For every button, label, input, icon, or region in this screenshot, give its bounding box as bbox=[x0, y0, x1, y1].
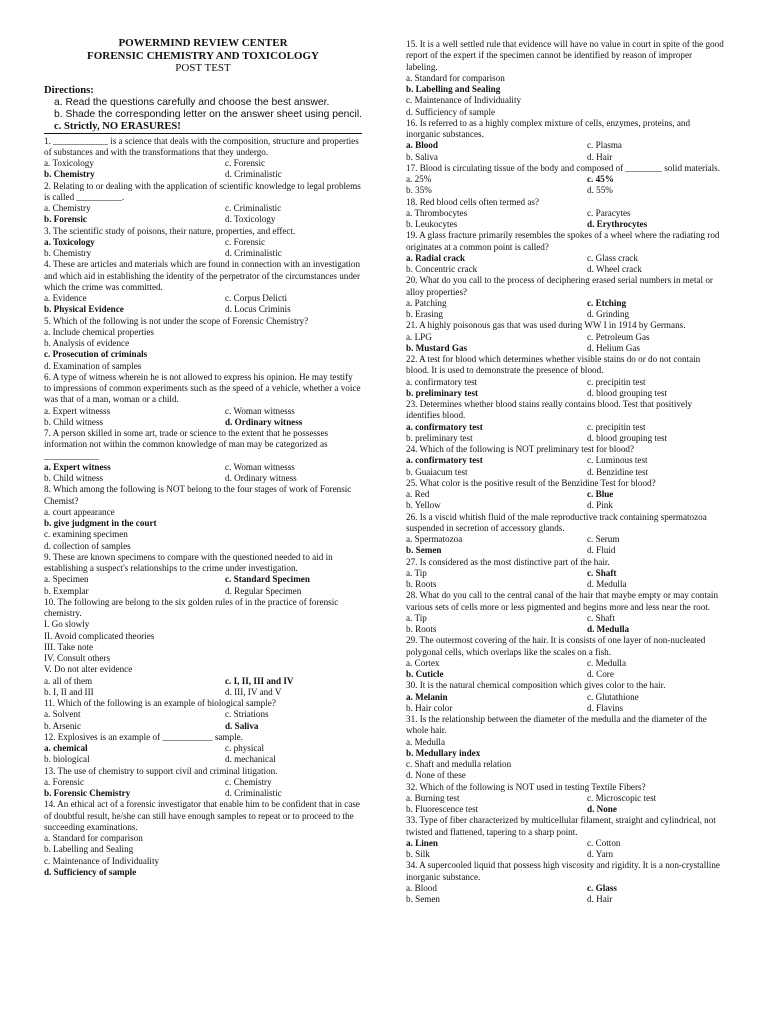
answer-choice-row bbox=[406, 624, 724, 635]
answer-choice: a. Blood bbox=[406, 140, 438, 151]
answer-choice: c. Glass crack bbox=[587, 252, 638, 263]
answer-choice: d. mechanical bbox=[225, 754, 276, 765]
answer-choice: a. Forensic bbox=[44, 776, 85, 787]
question-text: 4. These are articles and materials which are found in connection with an investigation and which aid in establishing the identity of the perpetrator of the circumstances under which the crime was committed. bbox=[44, 259, 361, 292]
answer-choice: a. LPG bbox=[406, 331, 432, 342]
question-text: 1. ____________ is a science that deals with the composition, structure and properties of substances and with the transformations that they undergo. bbox=[44, 135, 359, 157]
answer-choice: c. Microscopic test bbox=[587, 792, 657, 803]
answer-choice: b. Silk bbox=[406, 849, 430, 859]
answer-choice-row bbox=[44, 304, 362, 315]
answer-choice: d. Helium Gas bbox=[587, 342, 640, 353]
answer-choice-row bbox=[44, 203, 362, 214]
question-text: 23. Determines whether blood stains really contains blood. Test that positively identifies blood. bbox=[406, 399, 693, 421]
answer-choice: b. Hair color bbox=[406, 702, 453, 713]
answer-choice: d. blood grouping test bbox=[587, 432, 668, 443]
answer-choice-row bbox=[406, 455, 724, 466]
answer-choice-row bbox=[406, 208, 724, 219]
answer-choice: d. Ordinary witness bbox=[225, 473, 297, 483]
answer-choice: a. Linen bbox=[406, 837, 438, 848]
question-text: 10. The following are belong to the six golden rules of in the practice of forensic chemistry. bbox=[44, 596, 339, 618]
answer-choice: b. Labelling and Sealing bbox=[406, 84, 501, 94]
answer-choice: b. Analysis of evidence bbox=[44, 338, 130, 348]
answer-choice-row bbox=[406, 467, 724, 478]
answer-choice: c. Prosecution of criminals bbox=[44, 349, 148, 360]
answer-choice: c. Forensic bbox=[225, 236, 266, 247]
answer-choice: II. Avoid complicated theories bbox=[44, 630, 155, 641]
answer-choice: a. Patching bbox=[406, 297, 447, 308]
answer-choice: c. 45% bbox=[587, 174, 614, 184]
question-text: 33. Type of fiber characterized by multicellular filament, straight and cylindrical, not twisted and flattened, tapering to a sharp point. bbox=[406, 815, 716, 837]
answer-choice-row bbox=[406, 174, 724, 185]
answer-choice: d. Ordinary witness bbox=[225, 416, 303, 427]
answer-choice-row bbox=[44, 754, 362, 765]
answer-choice-row bbox=[44, 158, 362, 169]
answer-choice: d. Medulla bbox=[587, 579, 627, 589]
answer-choice: c. precipitin test bbox=[587, 421, 646, 432]
answer-choice: a. Red bbox=[406, 489, 430, 499]
answer-choice: a. Solvent bbox=[44, 709, 81, 720]
answer-choice: III. Take note bbox=[44, 641, 94, 652]
answer-choice: b. Roots bbox=[406, 579, 437, 589]
test-title: POST TEST bbox=[175, 62, 231, 74]
answer-choice: d. Hair bbox=[587, 894, 613, 904]
answer-choice: a. all of them bbox=[44, 675, 93, 686]
answer-choice-row bbox=[44, 743, 362, 754]
question-text: 9. These are known specimens to compare with the questioned needed to aid in establishing a suspect's relationships to the crime under investigation. bbox=[44, 551, 333, 573]
answer-choice: d. Sufficiency of sample bbox=[44, 866, 137, 877]
answer-choice: d. None of these bbox=[406, 770, 466, 781]
answer-choice: a. confirmatory test bbox=[406, 376, 478, 387]
answer-choice: a. 25% bbox=[406, 174, 432, 184]
answer-choice: c. Medulla bbox=[587, 657, 627, 668]
answer-choice-row bbox=[406, 849, 724, 860]
subject-title: FORENSIC CHEMISTRY AND TOXICOLOGY bbox=[87, 49, 319, 62]
answer-choice-row bbox=[44, 248, 362, 259]
answer-choice: b. give judgment in the court bbox=[44, 518, 157, 528]
answer-choice: I. Go slowly bbox=[44, 619, 90, 630]
answer-choice: c. Serum bbox=[587, 534, 620, 544]
answer-choice-row bbox=[406, 298, 724, 309]
question-text: 25. What color is the positive result of the Benzidine Test for blood? bbox=[406, 477, 656, 488]
answer-choice: a. Expert witness bbox=[44, 461, 111, 472]
answer-choice-row bbox=[406, 264, 724, 275]
answer-choice: a. confirmatory test bbox=[406, 455, 483, 466]
answer-choice: IV. Consult others bbox=[44, 653, 110, 663]
answer-choice-row bbox=[406, 669, 724, 680]
answer-choice-row bbox=[406, 793, 724, 804]
answer-choice: a. Spermatozoa bbox=[406, 534, 463, 544]
answer-choice-row bbox=[406, 377, 724, 388]
answer-choice-row bbox=[406, 534, 724, 545]
answer-choice: d. blood grouping test bbox=[587, 387, 668, 398]
directions-title: Directions: bbox=[44, 84, 94, 96]
answer-choice: a. Specimen bbox=[44, 574, 89, 585]
answer-choice: c. Cotton bbox=[587, 837, 621, 848]
answer-choice: d. Sufficiency of sample bbox=[406, 106, 496, 117]
answer-choice-row bbox=[406, 883, 724, 894]
direction-a: a. Read the questions carefully and choose the best answer. bbox=[54, 96, 330, 108]
answer-choice-row bbox=[406, 545, 724, 556]
question-text: 7. A person skilled in some art, trade or science to the extent that he possesses information not within the common knowledge of man may be categorized as ____________ bbox=[44, 428, 329, 461]
answer-choice: b. Chemistry bbox=[44, 169, 95, 180]
answer-choice: d. Locus Criminis bbox=[225, 304, 291, 315]
question-text: 28. What do you call to the central canal of the hair that maybe empty or may contain various sets of cells more or less pigmented and begins more and less near the root. bbox=[406, 590, 719, 612]
answer-choice: b. Chemistry bbox=[44, 248, 92, 258]
answer-choice: d. None bbox=[587, 804, 617, 814]
answer-choice-row bbox=[406, 219, 724, 230]
answer-choice: a. confirmatory test bbox=[406, 421, 483, 432]
answer-choice: a. Burning test bbox=[406, 792, 460, 803]
answer-choice: a. Thrombocytes bbox=[406, 207, 468, 218]
answer-choice: b. 35% bbox=[406, 185, 432, 196]
answer-choice-row bbox=[44, 709, 362, 720]
question-text: 31. Is the relationship between the diameter of the medulla and the diameter of the whole hair. bbox=[406, 714, 707, 736]
answer-choice: b. Cuticle bbox=[406, 669, 444, 679]
answer-choice: c. Standard Specimen bbox=[225, 574, 310, 585]
answer-choice-row bbox=[406, 388, 724, 399]
answer-choice: a. Include chemical properties bbox=[44, 326, 154, 337]
answer-choice: b. Guaiacum test bbox=[406, 466, 468, 477]
question-text: 22. A test for blood which determines whether visible stains do or do not contain blood. It is used to demonstrate the presence of blood. bbox=[406, 354, 701, 376]
answer-choice: b. Fluorescence test bbox=[406, 804, 479, 814]
answer-choice: a. Cortex bbox=[406, 657, 440, 668]
answer-choice: b. Leukocytes bbox=[406, 219, 458, 229]
question-text: 29. The outermost covering of the hair. It is consists of one layer of non-nucleated polygonal cells, which overlaps like the scales on a fish. bbox=[406, 635, 706, 657]
answer-choice-row bbox=[44, 214, 362, 225]
answer-choice-row bbox=[44, 574, 362, 585]
answer-choice: d. III, IV and V bbox=[225, 686, 282, 697]
answer-choice: a. Radial crack bbox=[406, 252, 466, 263]
answer-choice: b. Forensic bbox=[44, 214, 87, 225]
answer-choice-row bbox=[406, 658, 724, 669]
answer-choice: b. Forensic Chemistry bbox=[44, 788, 131, 798]
answer-choice: b. Arsenic bbox=[44, 720, 81, 731]
answer-choice: c. Forensic bbox=[225, 158, 266, 168]
answer-choice: a. court appearance bbox=[44, 506, 115, 517]
answer-choice-row bbox=[44, 586, 362, 597]
question-text: 20. What do you call to the process of deciphering erased serial numbers in metal or alloy properties? bbox=[406, 275, 713, 297]
answer-choice: b. Concentric crack bbox=[406, 264, 478, 274]
answer-choice: d. Yarn bbox=[587, 849, 614, 859]
answer-choice: d. Flavins bbox=[587, 702, 623, 713]
answer-choice: b. biological bbox=[44, 754, 90, 765]
answer-choice: a. Evidence bbox=[44, 293, 87, 303]
answer-choice: b. Semen bbox=[406, 894, 440, 904]
answer-choice: c. Glass bbox=[587, 882, 617, 893]
answer-choice-row bbox=[44, 473, 362, 484]
question-text: 32. Which of the following is NOT used in testing Textile Fibers? bbox=[406, 781, 646, 792]
answer-choice-row bbox=[406, 489, 724, 500]
answer-choice-row bbox=[406, 703, 724, 714]
answer-choice: a. Standard for comparison bbox=[406, 72, 505, 83]
answer-choice: c. Corpus Delicti bbox=[225, 293, 288, 303]
answer-choice-row bbox=[406, 332, 724, 343]
answer-choice: d. Wheel crack bbox=[587, 264, 642, 274]
answer-choice: a. Tip bbox=[406, 567, 427, 578]
answer-choice: b. Child witness bbox=[44, 416, 104, 427]
answer-choice: c. Woman witnesss bbox=[225, 461, 295, 472]
question-text: 27. Is considered as the most distinctive part of the hair. bbox=[406, 556, 610, 567]
answer-choice: c. Luminous test bbox=[587, 455, 648, 466]
answer-choice: b. preliminary test bbox=[406, 432, 473, 443]
answer-choice: c. Plasma bbox=[587, 140, 622, 151]
answer-choice-row bbox=[44, 721, 362, 732]
answer-choice-row bbox=[406, 838, 724, 849]
answer-choice: b. Labelling and Sealing bbox=[44, 844, 134, 855]
left-question-list bbox=[44, 136, 362, 879]
question-text: 21. A highly poisonous gas that was used during WW I in 1914 by Germans. bbox=[406, 320, 686, 331]
answer-choice-row bbox=[406, 343, 724, 354]
answer-choice-row bbox=[44, 687, 362, 698]
answer-choice: b. Saliva bbox=[406, 151, 438, 162]
answer-choice-row bbox=[406, 309, 724, 320]
answer-choice: b. Physical Evidence bbox=[44, 304, 124, 315]
answer-choice: c. precipitin test bbox=[587, 376, 646, 387]
direction-c: c. Strictly, NO ERASURES! bbox=[54, 120, 181, 132]
answer-choice: a. Medulla bbox=[406, 736, 446, 747]
question-text: 14. An ethical act of a forensic investigator that enable him to be confident that in case of doubtful result, he/she can still have enough samples to repeat or to proceed to the succeeding examinations. bbox=[44, 799, 360, 832]
answer-choice: d. Fluid bbox=[587, 545, 616, 556]
answer-choice: d. Pink bbox=[587, 500, 613, 511]
answer-choice: b. Roots bbox=[406, 624, 437, 634]
answer-choice-row bbox=[44, 676, 362, 687]
question-text: 16. Is referred to as a highly complex mixture of cells, enzymes, proteins, and inorganic substances. bbox=[406, 117, 691, 139]
answer-choice: c. I, II, III and IV bbox=[225, 675, 294, 686]
answer-choice: b. I, II and III bbox=[44, 686, 94, 697]
answer-choice-row bbox=[44, 777, 362, 788]
answer-choice: b. Exemplar bbox=[44, 585, 89, 596]
answer-choice: a. Standard for comparison bbox=[44, 833, 143, 843]
question-text: 18. Red blood cells often termed as? bbox=[406, 196, 540, 207]
question-text: 3. The scientific study of poisons, their nature, properties, and effect. bbox=[44, 225, 296, 236]
answer-choice: d. collection of samples bbox=[44, 540, 131, 551]
answer-choice-row bbox=[406, 894, 724, 905]
answer-choice-row bbox=[406, 613, 724, 624]
answer-choice: d. Medulla bbox=[587, 624, 630, 634]
direction-b: b. Shade the corresponding letter on the answer sheet using pencil. bbox=[54, 108, 362, 120]
answer-choice: c. physical bbox=[225, 743, 265, 753]
answer-choice: c. Paracytes bbox=[587, 207, 631, 218]
answer-choice-row bbox=[406, 185, 724, 196]
answer-choice-row bbox=[44, 293, 362, 304]
answer-choice: b. Mustard Gas bbox=[406, 342, 468, 353]
answer-choice: c. Criminalistic bbox=[225, 203, 282, 213]
directions-divider bbox=[44, 133, 362, 134]
answer-choice: b. Child witness bbox=[44, 473, 104, 483]
answer-choice: b. Semen bbox=[406, 545, 442, 556]
answer-choice-row bbox=[44, 406, 362, 417]
answer-choice: b. preliminary test bbox=[406, 387, 479, 398]
answer-choice: c. Shaft and medulla relation bbox=[406, 759, 512, 769]
answer-choice: d. Examination of samples bbox=[44, 360, 142, 371]
right-column bbox=[406, 39, 724, 905]
question-text: 24. Which of the following is NOT preliminary test for blood? bbox=[406, 444, 634, 454]
answer-choice-row bbox=[44, 417, 362, 428]
answer-choice: c. Etching bbox=[587, 297, 627, 308]
answer-choice: c. Striations bbox=[225, 709, 269, 720]
answer-choice: c. examining specimen bbox=[44, 529, 128, 540]
answer-choice: c. Shaft bbox=[587, 612, 615, 623]
answer-choice: d. Saliva bbox=[225, 720, 259, 731]
answer-choice-row bbox=[44, 169, 362, 180]
answer-choice: a. Toxicology bbox=[44, 158, 94, 168]
answer-choice: a. Toxicology bbox=[44, 236, 95, 247]
answer-choice-row bbox=[406, 140, 724, 151]
right-question-list bbox=[406, 39, 724, 905]
answer-choice: a. Melanin bbox=[406, 691, 448, 702]
answer-choice: d. Criminalistic bbox=[225, 788, 282, 798]
answer-choice: b. Erasing bbox=[406, 309, 443, 319]
answer-choice-row bbox=[406, 500, 724, 511]
answer-choice: c. Woman witnesss bbox=[225, 405, 295, 416]
answer-choice: d. Hair bbox=[587, 151, 613, 162]
answer-choice: d. Grinding bbox=[587, 309, 630, 319]
question-text: 8. Which among the following is NOT belong to the four stages of work of Forensic Chemist? bbox=[44, 484, 352, 506]
answer-choice-row bbox=[406, 804, 724, 815]
answer-choice: c. Maintenance of Individuality bbox=[406, 95, 522, 106]
question-text: 15. It is a well settled rule that evidence will have no value in court in spite of the good report of the expert if the specimen cannot be identified by reason of improper labeling. bbox=[406, 39, 724, 72]
question-text: 11. Which of the following is an example of biological sample? bbox=[44, 698, 276, 708]
question-text: 12. Explosives is an example of ___________ sample. bbox=[44, 731, 243, 742]
answer-choice: b. Yellow bbox=[406, 500, 441, 511]
answer-choice: d. Criminalistic bbox=[225, 248, 282, 258]
question-text: 2. Relating to or dealing with the application of scientific knowledge to legal problems is called __________. bbox=[44, 180, 361, 202]
left-column bbox=[44, 37, 362, 878]
answer-choice: d. Criminalistic bbox=[225, 169, 282, 180]
answer-choice: c. Blue bbox=[587, 489, 614, 499]
answer-choice: d. Regular Specimen bbox=[225, 585, 302, 596]
answer-choice: b. Medullary index bbox=[406, 747, 481, 758]
answer-choice: c. Chemistry bbox=[225, 776, 272, 787]
answer-choice-row bbox=[44, 237, 362, 248]
question-text: 26. Is a viscid whitish fluid of the male reproductive track containing spermatozoa suspended in secretion of accessory glands. bbox=[406, 511, 707, 533]
answer-choice-row bbox=[44, 788, 362, 799]
answer-choice-row bbox=[406, 422, 724, 433]
answer-choice: a. Blood bbox=[406, 882, 437, 893]
answer-choice: V. Do not alter evidence bbox=[44, 664, 133, 675]
question-text: 17. Blood is circulating tissue of the body and composed of ________ solid materials. bbox=[406, 162, 721, 173]
answer-choice-row bbox=[406, 253, 724, 264]
answer-choice: a. Expert witnesss bbox=[44, 405, 111, 416]
answer-choice: d. 55% bbox=[587, 185, 613, 196]
question-text: 19. A glass fracture primarily resembles the spokes of a wheel where the radiating rod originates at a common point is called? bbox=[406, 230, 720, 252]
answer-choice-row bbox=[406, 152, 724, 163]
answer-choice: c. Petroleum Gas bbox=[587, 331, 650, 342]
question-text: 13. The use of chemistry to support civil and criminal litigation. bbox=[44, 765, 278, 776]
answer-choice-row bbox=[44, 462, 362, 473]
answer-choice: a. Chemistry bbox=[44, 203, 91, 213]
answer-choice-row bbox=[406, 433, 724, 444]
answer-choice: d. Erythrocytes bbox=[587, 219, 648, 229]
answer-choice: c. Glutathione bbox=[587, 691, 639, 702]
question-text: 30. It is the natural chemical composition which gives color to the hair. bbox=[406, 680, 666, 691]
answer-choice: a. Tip bbox=[406, 612, 427, 623]
question-text: 6. A type of witness wherein he is not allowed to express his opinion. He may testify to impressions of common experiments such as the speed of a vehicle, whether a voice was that of a man, woman or a child. bbox=[44, 371, 361, 405]
center-name: POWERMIND REVIEW CENTER bbox=[118, 37, 288, 49]
question-text: 34. A supercooled liquid that possess high viscosity and rigidity. It is a non-crystalline inorganic substance. bbox=[406, 860, 720, 882]
answer-choice: d. Benzidine test bbox=[587, 466, 649, 477]
answer-choice-row bbox=[406, 692, 724, 703]
question-text: 5. Which of the following is not under the scope of Forensic Chemistry? bbox=[44, 315, 309, 326]
answer-choice: a. chemical bbox=[44, 743, 88, 753]
answer-choice: d. Core bbox=[587, 669, 614, 679]
answer-choice: d. Toxicology bbox=[225, 214, 276, 225]
answer-choice: c. Shaft bbox=[587, 567, 617, 578]
answer-choice: c. Maintenance of Individuality bbox=[44, 855, 160, 866]
answer-choice-row bbox=[406, 579, 724, 590]
answer-choice-row bbox=[406, 568, 724, 579]
